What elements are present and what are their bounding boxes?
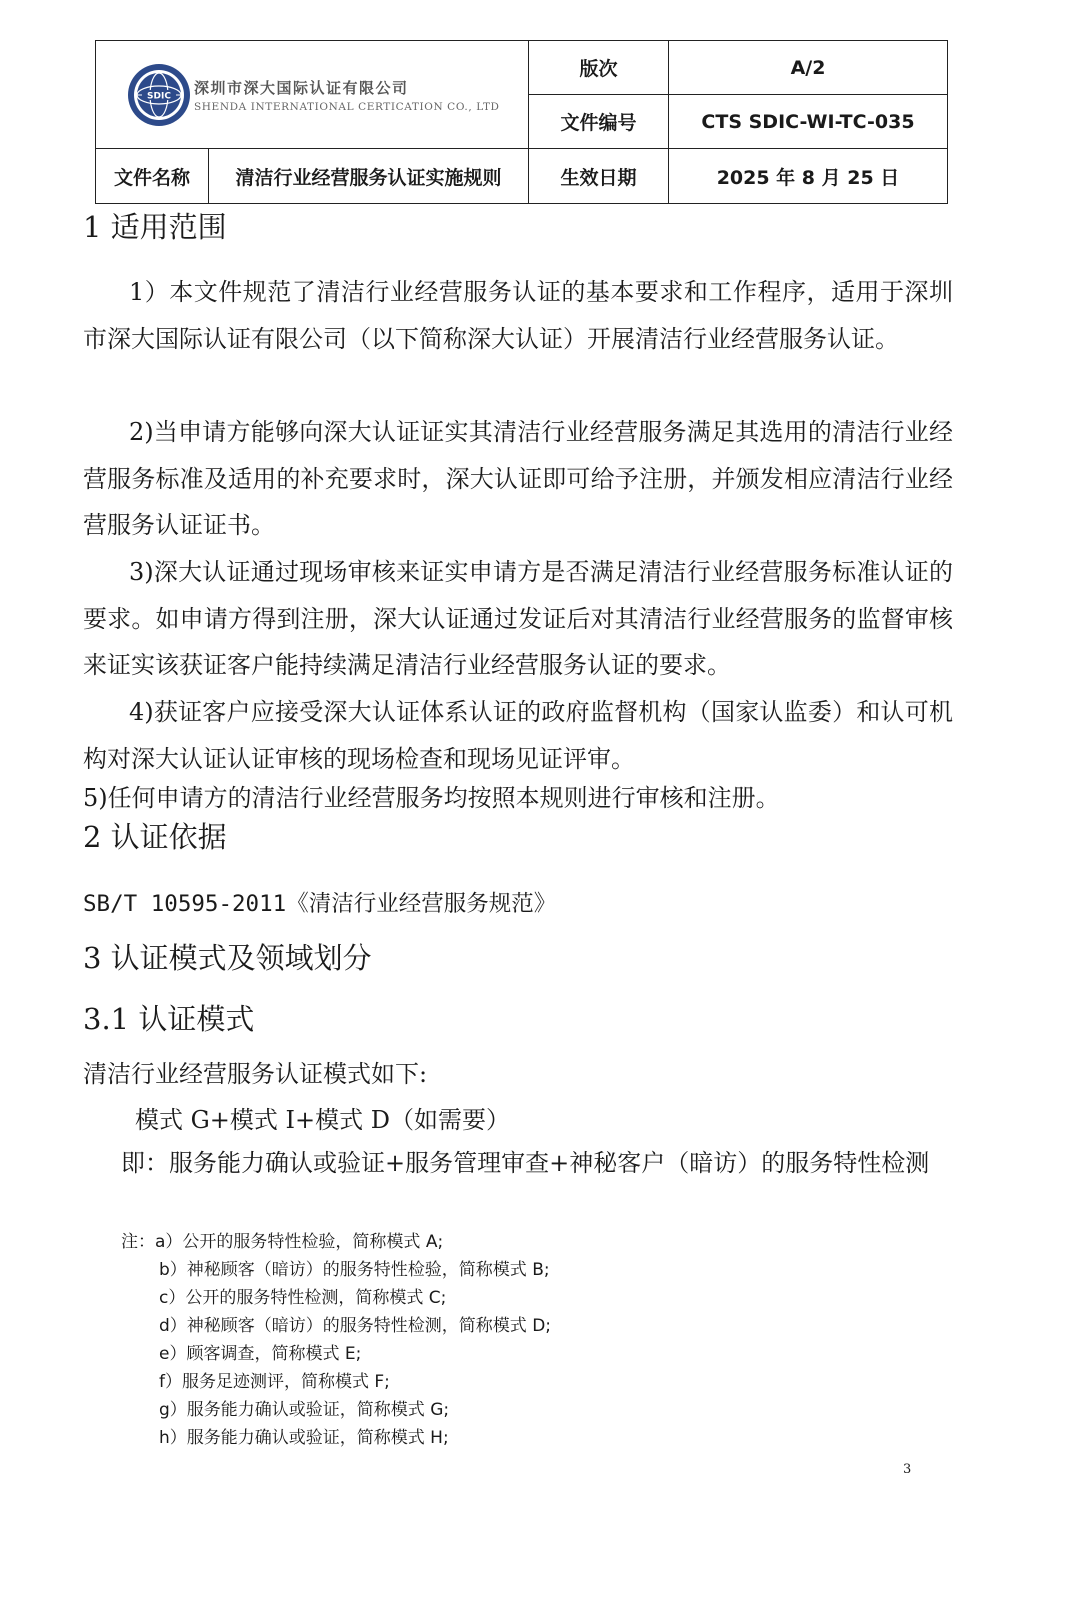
note-c: c）公开的服务特性检测，简称模式 C; <box>159 1288 447 1308</box>
note-b: b）神秘顾客（暗访）的服务特性检验，简称模式 B; <box>159 1260 550 1280</box>
note-e: e）顾客调查，简称模式 E; <box>159 1344 362 1364</box>
page-number: 3 <box>903 1462 912 1477</box>
version-value: A/2 <box>669 41 948 95</box>
document-name-value: 清洁行业经营服务认证实施规则 <box>209 149 529 204</box>
section-3-title: 3 认证模式及领域划分 <box>83 941 372 975</box>
document-header-table <box>95 40 948 204</box>
company-name-en: SHENDA INTERNATIONAL CERTICATION CO., LTD <box>194 100 500 113</box>
effective-date-label: 生效日期 <box>529 149 669 204</box>
section-3-1-mode: 模式 G+模式 I+模式 D（如需要） <box>135 1106 510 1134</box>
version-label: 版次 <box>529 41 669 95</box>
effective-date-value: 2025 年 8 月 25 日 <box>669 149 948 204</box>
section-1-paragraph-4: 4)获证客户应接受深大认证体系认证的政府监督机构（国家认监委）和认可机构对深大认证认证审核的现场检查和现场见证评审。 <box>83 698 953 773</box>
section-3-1-intro: 清洁行业经营服务认证模式如下: <box>83 1060 428 1088</box>
document-number-value: CTS SDIC-WI-TC-035 <box>669 95 948 149</box>
note-a: 注：a）公开的服务特性检验，简称模式 A; <box>121 1232 444 1252</box>
mode-notes <box>121 1228 551 1452</box>
section-2-standard: SB/T 10595-2011《清洁行业经营服务规范》 <box>83 891 557 917</box>
section-3-1-description: 即：服务能力确认或验证+服务管理审查+神秘客户（暗访）的服务特性检测 <box>121 1149 930 1177</box>
note-f: f）服务足迹测评，简称模式 F; <box>159 1372 390 1392</box>
document-number-label: 文件编号 <box>529 95 669 149</box>
section-1-paragraph-3: 3)深大认证通过现场审核来证实申请方是否满足清洁行业经营服务标准认证的要求。如申请方得到注册，深大认证通过发证后对其清洁行业经营服务的监督审核来证实该获证客户能持续满足清洁行业经营服务认证的要求。 <box>83 558 953 679</box>
section-3-1-title: 3.1 认证模式 <box>83 1002 255 1036</box>
note-g: g）服务能力确认或验证，简称模式 G; <box>159 1400 450 1420</box>
company-logo-cell <box>96 41 529 149</box>
note-d: d）神秘顾客（暗访）的服务特性检测，简称模式 D; <box>159 1316 552 1336</box>
logo-text: SDIC <box>147 91 171 101</box>
company-seal-logo <box>126 62 192 128</box>
section-1-paragraph-1: 1）本文件规范了清洁行业经营服务认证的基本要求和工作程序，适用于深圳市深大国际认证有限公司（以下简称深大认证）开展清洁行业经营服务认证。 <box>83 278 953 353</box>
note-h: h）服务能力确认或验证，简称模式 H; <box>159 1428 449 1448</box>
document-name-label: 文件名称 <box>96 149 209 204</box>
section-1-paragraph-5: 5)任何申请方的清洁行业经营服务均按照本规则进行审核和注册。 <box>83 784 780 812</box>
section-2-title: 2 认证依据 <box>83 820 227 854</box>
section-1-paragraph-2: 2)当申请方能够向深大认证证实其清洁行业经营服务满足其选用的清洁行业经营服务标准及适用的补充要求时，深大认证即可给予注册，并颁发相应清洁行业经营服务认证证书。 <box>83 418 953 539</box>
section-1-title: 1 适用范围 <box>83 210 227 244</box>
company-name-cn: 深圳市深大国际认证有限公司 <box>194 78 409 97</box>
